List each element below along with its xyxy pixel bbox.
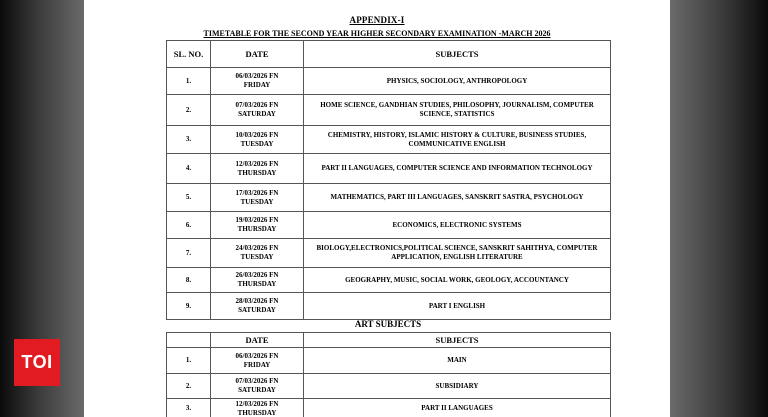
exam-day: FRIDAY — [243, 81, 271, 89]
table-row — [167, 268, 611, 293]
exam-date: 19/03/2026 FN — [235, 216, 279, 224]
exam-day: FRIDAY — [243, 360, 271, 369]
table-row — [167, 95, 611, 126]
subjects-cell: MATHEMATICS, PART III LANGUAGES, SANSKRIT SASTRA, PSYCHOLOGY — [304, 184, 611, 212]
table-row — [167, 212, 611, 239]
table-row — [167, 126, 611, 154]
timetable-table — [166, 40, 611, 320]
exam-date: 28/03/2026 FN — [235, 297, 279, 305]
subjects-cell: CHEMISTRY, HISTORY, ISLAMIC HISTORY & CULTURE, BUSINESS STUDIES, COMMUNICATIVE ENGLISH — [304, 126, 611, 154]
subjects-cell: PHYSICS, SOCIOLOGY, ANTHROPOLOGY — [304, 68, 611, 95]
exam-day: THURSDAY — [237, 225, 277, 233]
date-cell — [211, 348, 304, 374]
header-subjects: SUBJECTS — [304, 41, 611, 68]
exam-date: 17/03/2026 FN — [235, 188, 279, 197]
sl-no-cell: 1. — [167, 348, 211, 374]
sl-no-cell: 3. — [167, 126, 211, 154]
date-cell — [211, 212, 304, 239]
date-cell — [211, 68, 304, 95]
art-header-date: DATE — [211, 333, 304, 348]
subjects-cell: HOME SCIENCE, GANDHIAN STUDIES, PHILOSOPHY, JOURNALISM, COMPUTER SCIENCE, STATISTICS — [304, 95, 611, 126]
exam-date: 06/03/2026 FN — [235, 351, 279, 360]
table-row — [167, 239, 611, 268]
sl-no-cell: 9. — [167, 293, 211, 320]
sl-no-cell: 5. — [167, 184, 211, 212]
exam-date: 07/03/2026 FN — [235, 377, 279, 385]
sl-no-cell: 4. — [167, 154, 211, 184]
art-table-header-row — [167, 333, 611, 348]
sl-no-cell: 1. — [167, 68, 211, 95]
table-row — [167, 154, 611, 184]
subjects-cell: SUBSIDIARY — [304, 374, 611, 399]
date-cell — [211, 126, 304, 154]
exam-day: THURSDAY — [237, 168, 277, 177]
timetable-title: TIMETABLE FOR THE SECOND YEAR HIGHER SECONDARY EXAMINATION -MARCH 2026 — [203, 29, 551, 38]
toi-logo: TOI — [14, 339, 60, 386]
table-row — [167, 399, 611, 417]
exam-day: TUESDAY — [240, 197, 274, 206]
art-subjects-table — [166, 332, 611, 417]
subjects-cell: BIOLOGY,ELECTRONICS,POLITICAL SCIENCE, SANSKRIT SAHITHYA, COMPUTER APPLICATION, ENGLISH LITERATURE — [304, 239, 611, 268]
date-cell — [211, 399, 304, 417]
exam-date: 10/03/2026 FN — [235, 130, 279, 139]
art-header-sl-no — [167, 333, 211, 348]
exam-date: 26/03/2026 FN — [235, 271, 279, 279]
exam-day: SATURDAY — [238, 110, 276, 118]
date-cell — [211, 239, 304, 268]
date-cell — [211, 374, 304, 399]
table-row — [167, 184, 611, 212]
subjects-cell: PART II LANGUAGES, COMPUTER SCIENCE AND INFORMATION TECHNOLOGY — [304, 154, 611, 184]
exam-day: THURSDAY — [237, 408, 277, 417]
sl-no-cell: 3. — [167, 399, 211, 417]
document-page — [84, 0, 670, 417]
art-header-subjects: SUBJECTS — [304, 333, 611, 348]
date-cell — [211, 184, 304, 212]
subjects-cell: ECONOMICS, ELECTRONIC SYSTEMS — [304, 212, 611, 239]
subjects-cell: PART I ENGLISH — [304, 293, 611, 320]
table-row — [167, 68, 611, 95]
exam-date: 12/03/2026 FN — [235, 399, 279, 408]
sl-no-cell: 6. — [167, 212, 211, 239]
exam-day: THURSDAY — [237, 280, 277, 288]
subjects-cell: MAIN — [304, 348, 611, 374]
header-date: DATE — [211, 41, 304, 68]
sl-no-cell: 7. — [167, 239, 211, 268]
exam-date: 07/03/2026 FN — [235, 101, 279, 109]
exam-date: 06/03/2026 FN — [235, 72, 279, 80]
date-cell — [211, 154, 304, 184]
subjects-cell: PART II LANGUAGES — [304, 399, 611, 417]
sl-no-cell: 2. — [167, 95, 211, 126]
appendix-heading: APPENDIX-I — [349, 15, 405, 25]
sl-no-cell: 2. — [167, 374, 211, 399]
exam-day: SATURDAY — [238, 386, 276, 394]
date-cell — [211, 293, 304, 320]
sl-no-cell: 8. — [167, 268, 211, 293]
exam-day: TUESDAY — [240, 253, 274, 261]
date-cell — [211, 268, 304, 293]
table-header-row — [167, 41, 611, 68]
exam-date: 24/03/2026 FN — [235, 244, 279, 252]
blurred-background-right — [670, 0, 768, 417]
exam-day: TUESDAY — [240, 139, 274, 148]
exam-date: 12/03/2026 FN — [235, 159, 279, 168]
date-cell — [211, 95, 304, 126]
header-sl-no: SL. NO. — [167, 41, 211, 68]
table-row — [167, 374, 611, 399]
exam-day: SATURDAY — [238, 306, 276, 314]
art-subjects-heading: ART SUBJECTS — [354, 319, 422, 329]
table-row — [167, 293, 611, 320]
subjects-cell: GEOGRAPHY, MUSIC, SOCIAL WORK, GEOLOGY, ACCOUNTANCY — [304, 268, 611, 293]
table-row — [167, 348, 611, 374]
